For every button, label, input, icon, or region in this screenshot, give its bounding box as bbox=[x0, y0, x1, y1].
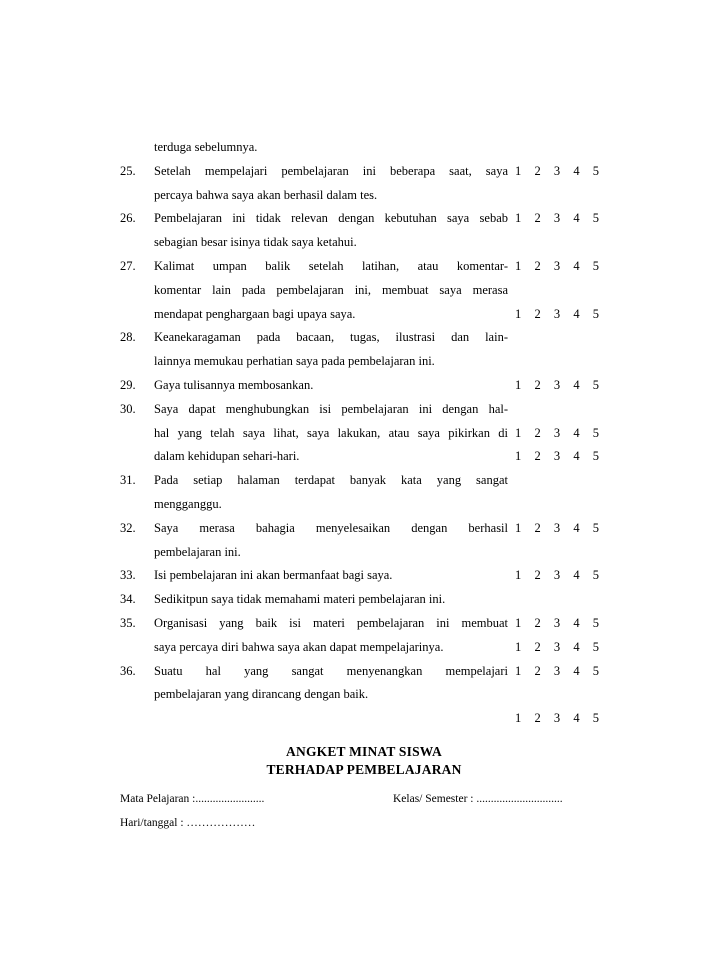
question-text: lainnya memukau perhatian saya pada pembelajaran ini. bbox=[154, 354, 435, 369]
question-item bbox=[0, 376, 728, 394]
rating-option: 2 bbox=[534, 711, 541, 726]
rating-option: 3 bbox=[553, 449, 561, 464]
rating-option: 5 bbox=[592, 259, 599, 273]
rating-option: 1 bbox=[515, 449, 522, 464]
question-line bbox=[0, 685, 728, 703]
question-number: 30. bbox=[120, 401, 136, 416]
rating-option: 5 bbox=[592, 306, 599, 321]
rating-option: 1 bbox=[515, 259, 522, 273]
question-line bbox=[0, 352, 728, 370]
rating-option: 4 bbox=[573, 663, 580, 678]
question-item bbox=[0, 566, 728, 584]
rating-option: 4 bbox=[573, 639, 580, 654]
rating-option: 4 bbox=[573, 259, 580, 273]
rating-option: 3 bbox=[553, 163, 561, 178]
rating-option: 3 bbox=[553, 711, 561, 726]
question-text: Pembelajaran ini tidak relevan dengan kebutuhan saya sebab bbox=[154, 211, 508, 226]
rating-option: 1 bbox=[515, 211, 522, 226]
rating-option: 4 bbox=[573, 711, 580, 726]
question-line bbox=[0, 543, 728, 561]
question-line bbox=[0, 709, 728, 727]
rating-option: 5 bbox=[592, 449, 599, 464]
question-text: percaya bahwa saya akan berhasil dalam tes. bbox=[154, 187, 378, 202]
question-number: 34. bbox=[120, 592, 136, 607]
rating-option: 3 bbox=[553, 663, 561, 678]
rating-scale bbox=[515, 376, 599, 394]
question-number: 26. bbox=[120, 211, 136, 226]
rating-option: 1 bbox=[515, 568, 522, 583]
rating-option: 2 bbox=[534, 639, 541, 654]
rating-scale bbox=[515, 566, 599, 584]
question-item bbox=[0, 590, 728, 608]
question-item bbox=[0, 162, 728, 180]
rating-option: 1 bbox=[515, 378, 522, 392]
rating-option: 3 bbox=[553, 616, 561, 630]
question-text: Sedikitpun saya tidak memahami materi pembelajaran ini. bbox=[154, 592, 446, 607]
question-number: 29. bbox=[120, 378, 136, 392]
question-text: hal yang telah saya lihat, saya lakukan, atau saya pikirkan di bbox=[154, 425, 508, 440]
question-text: Keanekaragaman pada bacaan, tugas, ilustrasi dan lain- bbox=[154, 330, 508, 345]
question-text: Saya dapat menghubungkan isi pembelajaran ini dengan hal- bbox=[154, 401, 508, 416]
rating-option: 4 bbox=[573, 378, 580, 392]
rating-scale bbox=[515, 257, 599, 275]
class-semester-field: Kelas/ Semester : .............................. bbox=[393, 793, 563, 805]
rating-option: 4 bbox=[573, 449, 580, 464]
rating-option: 5 bbox=[592, 639, 599, 654]
rating-option: 5 bbox=[592, 163, 599, 178]
question-number: 28. bbox=[120, 330, 136, 345]
rating-scale bbox=[515, 209, 599, 227]
rating-scale bbox=[515, 519, 599, 537]
question-line bbox=[0, 447, 728, 465]
rating-option: 5 bbox=[592, 663, 599, 678]
rating-option: 2 bbox=[534, 163, 541, 178]
rating-scale bbox=[515, 424, 599, 442]
question-number: 32. bbox=[120, 520, 136, 535]
question-text: Saya merasa bahagia menyelesaikan dengan berhasil bbox=[154, 520, 508, 535]
rating-option: 4 bbox=[573, 163, 580, 178]
rating-option: 5 bbox=[592, 568, 599, 583]
section-title: ANGKET MINAT SISWA bbox=[286, 744, 442, 759]
question-line bbox=[0, 186, 728, 204]
rating-option: 4 bbox=[573, 568, 580, 583]
rating-option: 2 bbox=[534, 259, 541, 273]
rating-option: 2 bbox=[534, 616, 541, 630]
rating-option: 1 bbox=[515, 663, 522, 678]
question-text: terduga sebelumnya. bbox=[154, 140, 258, 154]
question-text: mendapat penghargaan bagi upaya saya. bbox=[154, 306, 356, 321]
rating-scale bbox=[515, 662, 599, 680]
rating-option: 2 bbox=[534, 306, 541, 321]
question-text: pembelajaran yang dirancang dengan baik. bbox=[154, 687, 369, 702]
rating-scale bbox=[515, 447, 599, 465]
rating-option: 3 bbox=[553, 306, 561, 321]
rating-option: 5 bbox=[592, 520, 599, 535]
question-text: Gaya tulisannya membosankan. bbox=[154, 378, 314, 392]
rating-scale bbox=[515, 305, 599, 323]
question-text: Organisasi yang baik isi materi pembelajaran ini membuat bbox=[154, 616, 508, 630]
rating-option: 1 bbox=[515, 711, 522, 726]
rating-option: 3 bbox=[553, 378, 561, 392]
question-text: dalam kehidupan sehari-hari. bbox=[154, 449, 300, 464]
rating-option: 5 bbox=[592, 378, 599, 392]
rating-option: 2 bbox=[534, 211, 541, 226]
question-line bbox=[0, 424, 728, 442]
rating-option: 1 bbox=[515, 616, 522, 630]
question-item bbox=[0, 328, 728, 346]
rating-scale bbox=[515, 638, 599, 656]
rating-option: 5 bbox=[592, 711, 599, 726]
question-item bbox=[0, 519, 728, 537]
rating-option: 3 bbox=[553, 568, 561, 583]
rating-option: 5 bbox=[592, 616, 599, 630]
question-text: Setelah mempelajari pembelajaran ini beberapa saat, saya bbox=[154, 163, 508, 178]
rating-option: 5 bbox=[592, 425, 599, 440]
question-text: pembelajaran ini. bbox=[154, 544, 241, 559]
question-number: 35. bbox=[120, 616, 136, 630]
question-item bbox=[0, 662, 728, 680]
question-text: Isi pembelajaran ini akan bermanfaat bagi saya. bbox=[154, 568, 393, 583]
rating-option: 1 bbox=[515, 306, 522, 321]
rating-option: 4 bbox=[573, 520, 580, 535]
question-line bbox=[0, 233, 728, 251]
rating-option: 2 bbox=[534, 378, 541, 392]
question-text: Kalimat umpan balik setelah latihan, atau komentar- bbox=[154, 259, 508, 273]
question-line bbox=[0, 138, 728, 156]
rating-scale bbox=[515, 162, 599, 180]
question-item bbox=[0, 400, 728, 418]
question-line bbox=[0, 305, 728, 323]
rating-option: 2 bbox=[534, 663, 541, 678]
question-text: Pada setiap halaman terdapat banyak kata yang sangat bbox=[154, 473, 508, 488]
question-text: Suatu hal yang sangat menyenangkan mempelajari bbox=[154, 663, 508, 678]
question-number: 33. bbox=[120, 568, 136, 583]
rating-option: 4 bbox=[573, 211, 580, 226]
rating-option: 1 bbox=[515, 163, 522, 178]
rating-option: 5 bbox=[592, 211, 599, 226]
rating-option: 3 bbox=[553, 520, 561, 535]
rating-option: 2 bbox=[534, 520, 541, 535]
rating-option: 2 bbox=[534, 449, 541, 464]
rating-scale bbox=[515, 614, 599, 632]
question-number: 25. bbox=[120, 163, 136, 178]
question-line bbox=[0, 495, 728, 513]
rating-option: 3 bbox=[553, 259, 561, 273]
rating-option: 3 bbox=[553, 425, 561, 440]
rating-option: 3 bbox=[553, 211, 561, 226]
rating-option: 4 bbox=[573, 425, 580, 440]
question-item bbox=[0, 257, 728, 275]
question-line bbox=[0, 638, 728, 656]
rating-option: 2 bbox=[534, 568, 541, 583]
rating-option: 4 bbox=[573, 616, 580, 630]
rating-option: 1 bbox=[515, 639, 522, 654]
subject-field: Mata Pelajaran :........................ bbox=[120, 793, 265, 805]
rating-option: 1 bbox=[515, 425, 522, 440]
question-text: saya percaya diri bahwa saya akan dapat mempelajarinya. bbox=[154, 639, 444, 654]
question-number: 27. bbox=[120, 259, 136, 273]
question-number: 36. bbox=[120, 663, 136, 678]
question-line bbox=[0, 281, 728, 299]
question-item bbox=[0, 471, 728, 489]
question-text: mengganggu. bbox=[154, 497, 222, 511]
question-number: 31. bbox=[120, 473, 136, 488]
rating-option: 4 bbox=[573, 306, 580, 321]
question-text: komentar lain pada pembelajaran ini, membuat saya merasa bbox=[154, 282, 508, 297]
date-field: Hari/tanggal : ……………… bbox=[120, 817, 256, 829]
question-item bbox=[0, 209, 728, 227]
question-text: sebagian besar isinya tidak saya ketahui. bbox=[154, 235, 357, 250]
rating-option: 2 bbox=[534, 425, 541, 440]
question-item bbox=[0, 614, 728, 632]
section-subtitle: TERHADAP PEMBELAJARAN bbox=[266, 762, 462, 777]
rating-option: 1 bbox=[515, 520, 522, 535]
rating-scale bbox=[515, 709, 599, 727]
rating-option: 3 bbox=[553, 639, 561, 654]
